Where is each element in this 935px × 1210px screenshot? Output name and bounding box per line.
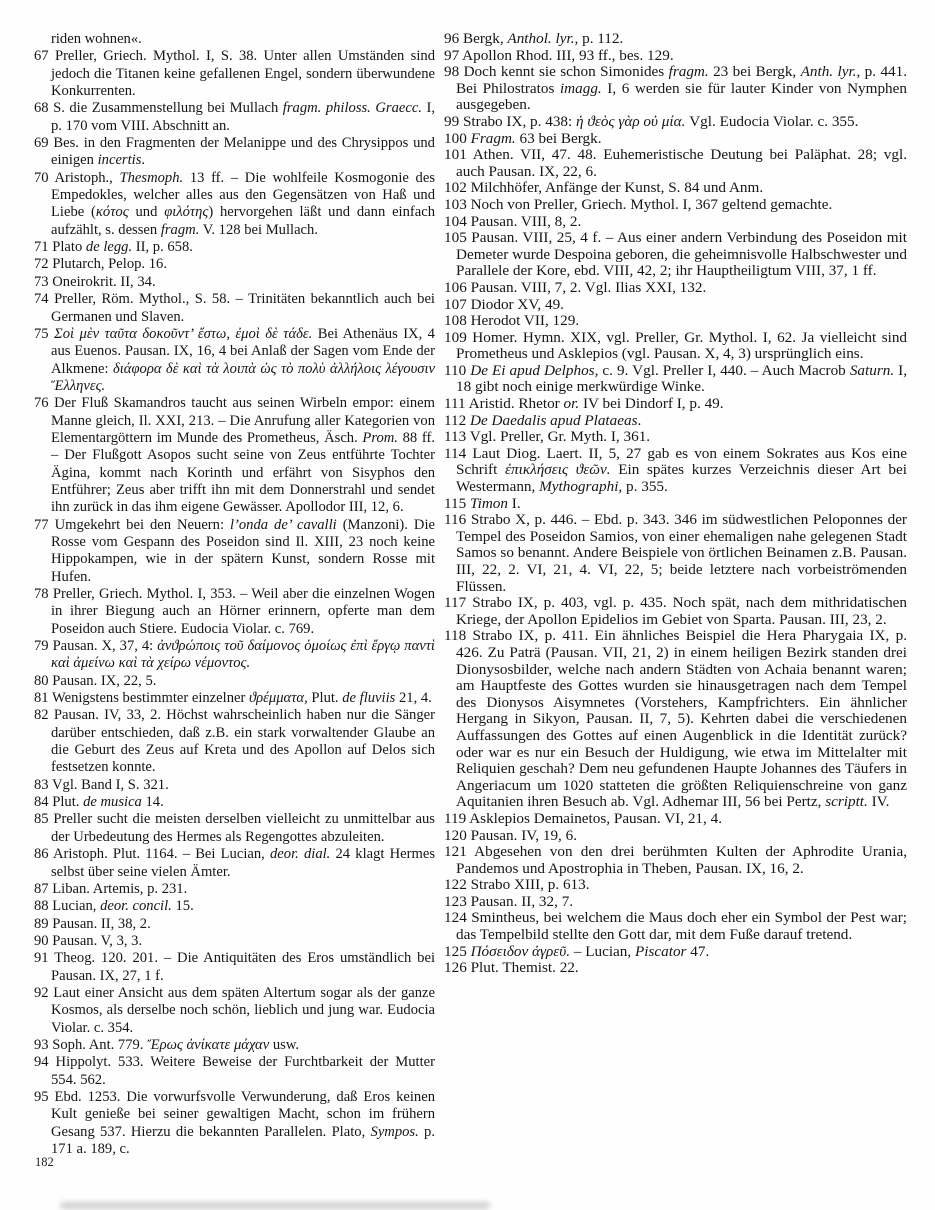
footnote-entry: 86 Aristoph. Plut. 1164. – Bei Lucian, deor. dial. 24 klagt Hermes selbst über seine vielen Ämter. xyxy=(34,846,436,880)
italic-citation: Piscator xyxy=(634,942,687,960)
italic-citation: l’onda de’ cavalli xyxy=(229,516,337,533)
footnote-entry: 112 De Daedalis apud Plataeas. xyxy=(444,411,642,429)
footnote-entry: 98 Doch kennt sie schon Simonides fragm. 23 bei Bergk, Anth. lyr., p. 441. Bei Philostratos imagg. I, 6 werden sie für lauter Kinder von Nymphen ausgegeben. xyxy=(444,63,908,114)
italic-citation: De Daedalis apud Plataeas xyxy=(470,411,638,429)
footnote-number: 71 xyxy=(34,239,53,256)
footnote-number: 93 xyxy=(34,1036,53,1053)
footnote-number: 83 xyxy=(34,776,52,793)
footnote-number: 100 xyxy=(444,129,471,147)
footnote-entry: 110 De Ei apud Delphos, c. 9. Vgl. Preller I, 440. – Auch Macrob Saturn. I, 18 gibt noch einige merkwürdige Winke. xyxy=(444,361,908,396)
footnote-entry: 102 Milchhöfer, Anfänge der Kunst, S. 84 und Anm. xyxy=(444,179,764,197)
footnote-number: 85 xyxy=(34,811,54,828)
footnote-number: 96 xyxy=(444,30,463,47)
footnote-entry: 89 Pausan. II, 38, 2. xyxy=(34,915,151,932)
footnote-entry: 70 Aristoph., Thesmoph. 13 ff. – Die wohlfeile Kosmogonie des Empedokles, welcher alles aus den Gegensätzen von Haß und Liebe (κότος und φιλότης) hervorgehen läßt und dann einfach aufzählt, s. dessen fragm. V. 128 bei Mullach. xyxy=(34,169,436,238)
footnote-number: 113 xyxy=(444,428,470,446)
italic-citation: fragm. xyxy=(160,221,200,238)
italic-citation: Σοὶ μὲν ταῦτα δοκοῦντ’ ἔστω, ἐμοὶ δὲ τάδε. xyxy=(54,325,313,342)
footnote-entry: 106 Pausan. VIII, 7, 2. Vgl. Ilias XXI, 132. xyxy=(444,278,707,296)
footnote-number: 121 xyxy=(444,843,475,861)
footnote-entry: 123 Pausan. II, 32, 7. xyxy=(444,892,574,910)
footnote-entry: 93 Soph. Ant. 779. Ἔρως ἀνίκατε μάχαν usw. xyxy=(34,1036,300,1053)
italic-citation: imagg. xyxy=(559,79,602,97)
footnote-number: 97 xyxy=(444,46,463,64)
italic-citation: Anth. lyr., xyxy=(800,63,861,81)
footnote-number: 116 xyxy=(444,511,471,529)
italic-citation: Saturn. xyxy=(849,361,895,379)
footnote-number: 86 xyxy=(34,846,53,863)
footnote-number: 90 xyxy=(34,932,53,949)
page-number: 182 xyxy=(35,1155,54,1169)
footnote-entry: 120 Pausan. IV, 19, 6. xyxy=(444,826,578,844)
footnote-entry: 100 Fragm. 63 bei Bergk. xyxy=(444,129,602,147)
footnote-number: 126 xyxy=(444,959,471,977)
footnote-entry: 115 Timon I. xyxy=(444,494,521,512)
footnote-number: 80 xyxy=(34,672,53,689)
italic-citation: Prom. xyxy=(362,429,398,446)
footnote-number: 81 xyxy=(34,690,52,707)
italic-citation: de legg. xyxy=(85,239,133,256)
footnote-number: 107 xyxy=(444,295,471,313)
italic-citation: fragm. xyxy=(668,63,709,81)
footnote-number: 124 xyxy=(444,909,472,927)
footnotes-two-column-layout xyxy=(34,31,907,1158)
footnote-entry: 126 Plut. Themist. 22. xyxy=(444,959,579,977)
footnote-number: 119 xyxy=(444,809,470,827)
footnote-number: 67 xyxy=(34,48,55,65)
footnote-number: 95 xyxy=(34,1088,55,1105)
footnote-entry: 116 Strabo X, p. 446. – Ebd. p. 343. 346 im südwestlichen Peloponnes der Tempel des Poseidon Samios, von einer ehemaligen nahe gelegenen Stadt Samos so benannt. Andere Beispiele von örtlichen Beinamen z.B. Pausan. III, 22, 2. VI, 21, 4. VI, 22, 5; beide letztere nach vorbeiströmenden Flüssen. xyxy=(444,511,907,595)
footnotes-column-left xyxy=(34,31,435,1158)
footnote-entry: 71 Plato de legg. II, p. 658. xyxy=(34,239,193,256)
footnote-number: 102 xyxy=(444,179,471,197)
footnote-number: 118 xyxy=(444,627,473,645)
italic-citation: Mythographi, xyxy=(539,478,623,496)
footnote-entry: 125 Πόσειδον ἀγρεῦ. – Lucian, Piscator 47. xyxy=(444,942,710,960)
footnote-entry: 105 Pausan. VIII, 25, 4 f. – Aus einer andern Verbindung des Poseidon mit Demeter wurde Despoina geboren, die geheimnisvolle Halbschwester und Parallele der Kore, ebd. VIII, 42, 2; ihr Hauptheiligtum VIII, 37, 1 ff. xyxy=(444,229,907,280)
footnote-carryover-line: riden wohnen«. xyxy=(51,31,142,47)
italic-citation: de musica xyxy=(83,794,142,811)
footnote-number: 72 xyxy=(34,256,53,273)
footnote-number: 111 xyxy=(444,395,469,413)
footnote-number: 94 xyxy=(34,1054,56,1071)
italic-citation: ϑρέμματα, xyxy=(248,690,308,707)
footnote-number: 104 xyxy=(444,212,471,230)
footnote-number: 105 xyxy=(444,229,472,247)
footnote-entry: 121 Abgesehen von den drei berühmten Kulten der Aphrodite Urania, Pandemos und Apostrophia in Theben, Pausan. IX, 16, 2. xyxy=(444,843,907,877)
footnote-entry: 92 Laut einer Ansicht aus dem späten Altertum sogar als der ganze Kosmos, als derselbe noch schön, lieblich und jung war. Eudocia Violar. c. 354. xyxy=(34,984,435,1036)
italic-citation: deor. concil. xyxy=(100,898,172,915)
footnote-entry: 111 Aristid. Rhetor or. IV bei Dindorf I, p. 49. xyxy=(444,395,724,413)
italic-citation: or. xyxy=(563,395,580,413)
footnote-number: 110 xyxy=(444,361,471,379)
italic-citation: ἐπικλήσεις ϑεῶν. xyxy=(505,461,611,479)
footnote-entry: 96 Bergk, Anthol. lyr., p. 112. xyxy=(444,30,624,47)
footnote-number: 120 xyxy=(444,826,471,844)
italic-citation: ἡ ϑεὸς γὰρ οὐ μία. xyxy=(576,112,686,130)
footnote-number: 109 xyxy=(444,328,473,346)
footnote-number: 88 xyxy=(34,898,53,915)
footnote-number: 79 xyxy=(34,638,53,655)
footnote-number: 99 xyxy=(444,112,463,130)
footnote-number: 115 xyxy=(444,494,471,512)
footnote-entry: 80 Pausan. IX, 22, 5. xyxy=(34,672,157,689)
footnotes-column-right xyxy=(444,31,907,977)
italic-citation: incertis xyxy=(97,152,142,169)
footnote-number: 73 xyxy=(34,273,53,290)
footnote-entry: 74 Preller, Röm. Mythol., S. 58. – Trinitäten bekanntlich auch bei Germanen und Slaven. xyxy=(34,291,435,325)
footnote-number: 101 xyxy=(444,146,473,164)
footnote-number: 87 xyxy=(34,880,53,897)
footnote-entry: 113 Vgl. Preller, Gr. Myth. I, 361. xyxy=(444,428,651,446)
footnote-entry: 83 Vgl. Band I, S. 321. xyxy=(34,776,169,793)
italic-citation: scriptt. xyxy=(825,793,868,811)
footnote-entry: 67 Preller, Griech. Mythol. I, S. 38. Unter allen Umständen sind jedoch die Titanen keine gefallenen Engel, sondern überwundene Konkurrenten. xyxy=(34,48,435,100)
footnote-number: 70 xyxy=(34,169,55,186)
footnote-number: 84 xyxy=(34,794,53,811)
footnote-entry: 91 Theog. 120. 201. – Die Antiquitäten des Eros umständlich bei Pausan. IX, 27, 1 f. xyxy=(34,950,436,984)
italic-citation: φιλότης xyxy=(164,204,209,221)
footnote-number: 125 xyxy=(444,942,471,960)
italic-citation: Sympos. xyxy=(370,1123,419,1140)
footnote-entry: 72 Plutarch, Pelop. 16. xyxy=(34,256,167,273)
footnote-entry: 77 Umgekehrt bei den Neuern: l’onda de’ cavalli (Manzoni). Die Rosse vom Gespann des Poseidon sind Il. XIII, 23 noch keine Hippokampen, wie in der spätern Kunst, sondern Rosse mit Hufen. xyxy=(34,516,435,585)
footnote-entry: 69 Bes. in den Fragmenten der Melanippe und des Chrysippos und einigen incertis. xyxy=(34,135,435,169)
footnote-entry: 84 Plut. de musica 14. xyxy=(34,794,164,811)
footnote-entry: 118 Strabo IX, p. 411. Ein ähnliches Beispiel die Hera Pharygaia IX, p. 426. Zu Paträ (Pausan. VII, 21, 2) in einem heiligen Bezirk standen drei Dionysosbilder, welche nach andern Städten von Achaia benannt waren; am Hauptfeste des Gottes wurden sie hinausgetragen nach dem Tempel des Dionysos Aisymnetes (Vorstehers, Kampfrichters. Ein ähnlicher Hergang in Sikyon, Pausan. II, 7, 5). Kehrten dabei die verschiedenen Auffassungen des Gottes auf einen Augenblick in die Identität zurück? oder war es nur ein Besuch der Huldigung, wie etwa im Mittelalter mit Reliquien geschah? Dem neu gefundenen Haupte Johannes des Täufers in Angeriacum um 1020 statteten die größten Reliquienschreine von ganz Aquitanien ihren Besuch ab. Vgl. Adhemar III, 56 bei Pertz, scriptt. IV. xyxy=(444,627,907,811)
footnote-number: 78 xyxy=(34,586,53,602)
footnote-number: 114 xyxy=(444,444,473,462)
footnote-number: 108 xyxy=(444,312,471,330)
footnote-entry: 114 Laut Diog. Laert. II, 5, 27 gab es von einem Sokrates aus Kos eine Schrift ἐπικλήσεις ϑεῶν. Ein spätes kurzes Verzeichnis dieser Art bei Westermann, Mythographi, p. 355. xyxy=(444,444,907,496)
footnote-entry: 94 Hippolyt. 533. Weitere Beweise der Furchtbarkeit der Mutter 554. 562. xyxy=(34,1054,436,1088)
italic-citation: Thesmoph. xyxy=(119,169,184,186)
footnote-entry: 119 Asklepios Demainetos, Pausan. VI, 21, 4. xyxy=(444,809,723,827)
italic-citation: ἀνϑρώποις τοῦ δαίμονος ὁμοίως ἐπὶ ἔργῳ παντὶ καὶ ἀμείνω καὶ τὰ χείρω νέμοντος. xyxy=(51,638,435,672)
footnote-entry: 104 Pausan. VIII, 8, 2. xyxy=(444,212,582,230)
footnote-entry: 90 Pausan. V, 3, 3. xyxy=(34,932,143,949)
footnote-entry: 68 S. die Zusammenstellung bei Mullach fragm. philoss. Graecc. I, p. 170 vom VIII. Abschnitt an. xyxy=(34,100,435,134)
footnote-entry: 82 Pausan. IV, 33, 2. Höchst wahrscheinlich haben nur die Sänger darüber entschieden, daß z.B. ein stark vorwaltender Glaube an die Geburt des Zeus auf Kreta und des Apollon auf Delos sich festsetzen konnte. xyxy=(34,707,435,776)
footnote-entry: 79 Pausan. X, 37, 4: ἀνϑρώποις τοῦ δαίμονος ὁμοίως ἐπὶ ἔργῳ παντὶ καὶ ἀμείνω καὶ τὰ χείρω νέμοντος. xyxy=(34,638,435,672)
footnote-entry: 117 Strabo IX, p. 403, vgl. p. 435. Noch spät, nach dem mithridatischen Kriege, der Apollon Epidelios im Gebiet von Sparta. Pausan. III, 23, 2. xyxy=(444,594,907,628)
footnote-number: 122 xyxy=(444,876,471,894)
footnote-entry: 101 Athen. VII, 47. 48. Euhemeristische Deutung bei Paläphat. 28; vgl. auch Pausan. IX, 22, 6. xyxy=(444,146,908,180)
footnote-entry: 97 Apollon Rhod. III, 93 ff., bes. 129. xyxy=(444,46,674,64)
footnote-number: 103 xyxy=(444,195,471,213)
italic-citation: κότος xyxy=(95,204,129,221)
footnote-number: 82 xyxy=(34,707,54,724)
footnote-entry: 87 Liban. Artemis, p. 231. xyxy=(34,880,188,897)
footnote-entry: 107 Diodor XV, 49. xyxy=(444,295,564,313)
footnote-entry: 85 Preller sucht die meisten derselben vielleicht zu unmittelbar aus der Urbedeutung des Hermes als Regengottes abzuleiten. xyxy=(34,811,435,845)
italic-citation: Fragm. xyxy=(470,129,516,147)
footnote-entry: 73 Oneirokrit. II, 34. xyxy=(34,273,156,290)
footnote-entry: 99 Strabo IX, p. 438: ἡ ϑεὸς γὰρ οὐ μία. Vgl. Eudocia Violar. c. 355. xyxy=(444,112,859,130)
footnote-entry: 108 Herodot VII, 129. xyxy=(444,312,580,330)
italic-citation: Πόσειδον ἀγρεῦ. xyxy=(470,942,571,960)
footnote-number: 76 xyxy=(34,395,55,412)
footnote-entry: 103 Noch von Preller, Griech. Mythol. I, 367 geltend gemachte. xyxy=(444,195,833,213)
footnote-entry: 81 Wenigstens bestimmter einzelner ϑρέμματα, Plut. de fluviis 21, 4. xyxy=(34,690,432,707)
italic-citation: deor. dial. xyxy=(270,846,331,863)
footnote-number: 77 xyxy=(34,516,55,533)
footnote-entry: 75 Σοὶ μὲν ταῦτα δοκοῦντ’ ἔστω, ἐμοὶ δὲ τάδε. Bei Athenäus IX, 4 aus Euenos. Pausan. IX, 16, 4 bei Anlaß der Sagen vom Ende der Alkmene: διάφορα δὲ καὶ τὰ λοιπὰ ὡς τὸ πολὺ ἀλλήλοις λέγουσιν Ἕλληνες. xyxy=(34,325,435,394)
footnote-entry: 122 Strabo XIII, p. 613. xyxy=(444,876,590,894)
footnote-number: 92 xyxy=(34,984,54,1001)
footnote-entry: 88 Lucian, deor. concil. 15. xyxy=(34,898,194,915)
footnote-number: 123 xyxy=(444,892,471,910)
italic-citation: διάφορα δὲ καὶ τὰ λοιπὰ ὡς τὸ πολὺ ἀλλήλοις λέγουσιν Ἕλληνες. xyxy=(51,360,435,394)
footnote-number: 69 xyxy=(34,135,54,152)
footnote-entry: 124 Smintheus, bei welchem die Maus doch eher ein Symbol der Pest war; das Tempelbild stellte den Gott dar, mit dem Fuße darauf tretend. xyxy=(444,909,907,944)
italic-citation: De Ei apud Delphos, xyxy=(470,361,599,379)
footnote-number: 112 xyxy=(444,411,471,429)
italic-citation: Ἔρως ἀνίκατε μάχαν xyxy=(147,1036,270,1053)
footnote-number: 89 xyxy=(34,915,53,932)
italic-citation: Anthol. lyr., xyxy=(507,30,579,47)
footnote-number: 68 xyxy=(34,100,54,117)
footnote-entry: 109 Homer. Hymn. XIX, vgl. Preller, Gr. Mythol. I, 62. Ja vielleicht sind Prometheus und Asklepios (vgl. Pausan. X, 4, 3) ursprünglich eins. xyxy=(444,328,908,363)
italic-citation: Timon xyxy=(470,494,508,512)
footnote-number: 75 xyxy=(34,325,55,342)
footnote-number: 106 xyxy=(444,278,471,296)
footnote-number: 117 xyxy=(444,594,473,612)
footnote-number: 98 xyxy=(444,63,464,81)
footnote-entry: 95 Ebd. 1253. Die vorwurfsvolle Verwunderung, daß Eros keinen Kult genieße bei seiner gewaltigen Macht, schon im frühern Gesang 537. Hierzu die bekannten Parallelen. Plato, Sympos. p. 171 a. 189, c. xyxy=(34,1088,436,1157)
italic-citation: fragm. philoss. Graecc. xyxy=(282,100,422,117)
italic-citation: de fluviis xyxy=(342,690,396,707)
footnote-number: 91 xyxy=(34,950,55,967)
footnote-entry: 76 Der Fluß Skamandros taucht aus seinen Wirbeln empor: einem Manne gleich, Il. XXI, 213. – Die Anrufung aller Kategorien von Elementargöttern im Munde des Prometheus, Äsch. Prom. 88 ff. – Der Flußgott Asopos sucht seine von Zeus entführte Tochter Ägina, kommt nach Korinth und erfährt von Sisyphos den Entführer; Zeus aber trifft ihn mit dem Donnerstrahl und sendet ihn zurück in das ihm eigene Gewässer. Apollodor III, 12, 6. xyxy=(34,395,435,516)
footnote-number: 74 xyxy=(34,291,55,308)
scan-edge-shadow xyxy=(60,1202,490,1209)
footnote-entry: 78 Preller, Griech. Mythol. I, 353. – Weil aber die einzelnen Wogen in ihrer Biegung auch an Hörner erinnern, opferte man dem Poseidon auch Stiere. Eudocia Violar. c. 769. xyxy=(34,586,435,637)
